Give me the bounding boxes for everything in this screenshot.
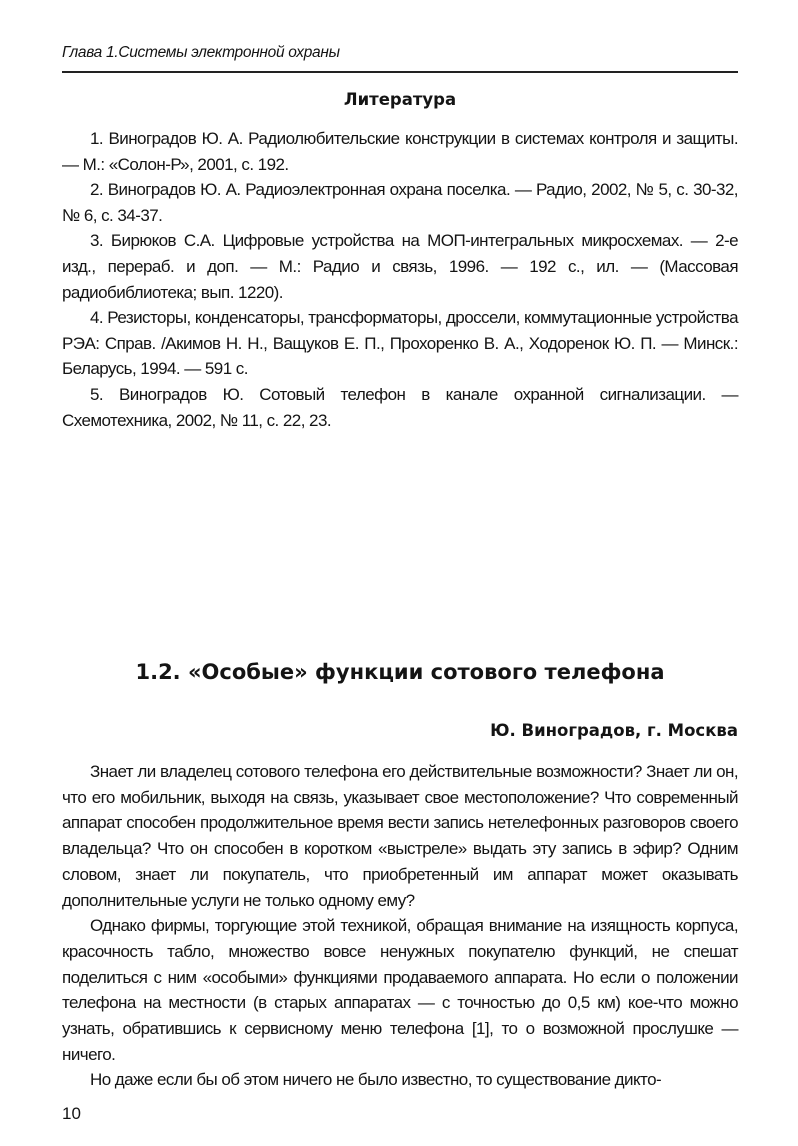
author-line: Ю. Виноградов, г. Москва: [490, 721, 738, 740]
running-header: Глава 1.Системы электронной охраны: [62, 44, 340, 61]
reference-item: 4. Резисторы, конденсаторы, трансформаторы, дроссели, коммутационные устройства РЭА: Справ. /Акимов Н. Н., Ващуков Е. П., Прохоренко В. А., Ходоренок Ю. П. — Минск.: Беларусь, 1994. — 591 с.: [62, 308, 738, 379]
reference-item: 5. Виноградов Ю. Сотовый телефон в канале охранной сигнализации. — Схемотехника, 2002, № 11, с. 22, 23.: [62, 384, 738, 430]
section-title: 1.2. «Особые» функции сотового телефона: [135, 660, 665, 684]
header-rule: [62, 71, 738, 73]
body-paragraph: Знает ли владелец сотового телефона его действительные возможности? Знает ли он, что его мобильник, выходя на связь, указывает свое местоположение? Что современный аппарат способен продолжительное время вести запись нетелефонных разговоров своего владельца? Что он способен в коротком «выстреле» выдать эту запись в эфир? Одним словом, знает ли покупатель, что приобретенный им аппарат может оказывать дополнительные услуги не только одному ему?: [62, 762, 738, 910]
reference-item: 2. Виноградов Ю. А. Радиоэлектронная охрана поселка. — Радио, 2002, № 5, с. 30-32, № 6, с. 34-37.: [62, 180, 738, 225]
reference-list: [62, 126, 738, 433]
section-body: [62, 759, 738, 1093]
body-paragraph: Однако фирмы, торгующие этой техникой, обращая внимание на изящность корпуса, красочность табло, множество вовсе ненужных покупателю функций, не спешат поделиться с ним «особыми» функциями продаваемого аппарата. Но если о положении телефона на местности (в старых аппаратах — с точностью до 0,5 км) кое-что можно узнать, обратившись к сервисному меню телефона [1], то о возможной прослушке — ничего.: [62, 916, 738, 1064]
body-paragraph: Но даже если бы об этом ничего не было известно, то существование дикто-: [90, 1070, 662, 1090]
page-number: 10: [62, 1104, 81, 1123]
reference-item: 3. Бирюков С.А. Цифровые устройства на МОП-интегральных микросхемах. — 2-е изд., перераб. и доп. — М.: Радио и связь, 1996. — 192 с., ил. — (Массовая радиобиблиотека; вып. 1220).: [62, 231, 738, 302]
literature-title: Литература: [343, 90, 457, 109]
reference-item: 1. Виноградов Ю. А. Радиолюбительские конструкции в системах контроля и защиты. — М.: «Солон-Р», 2001, с. 192.: [62, 129, 738, 174]
